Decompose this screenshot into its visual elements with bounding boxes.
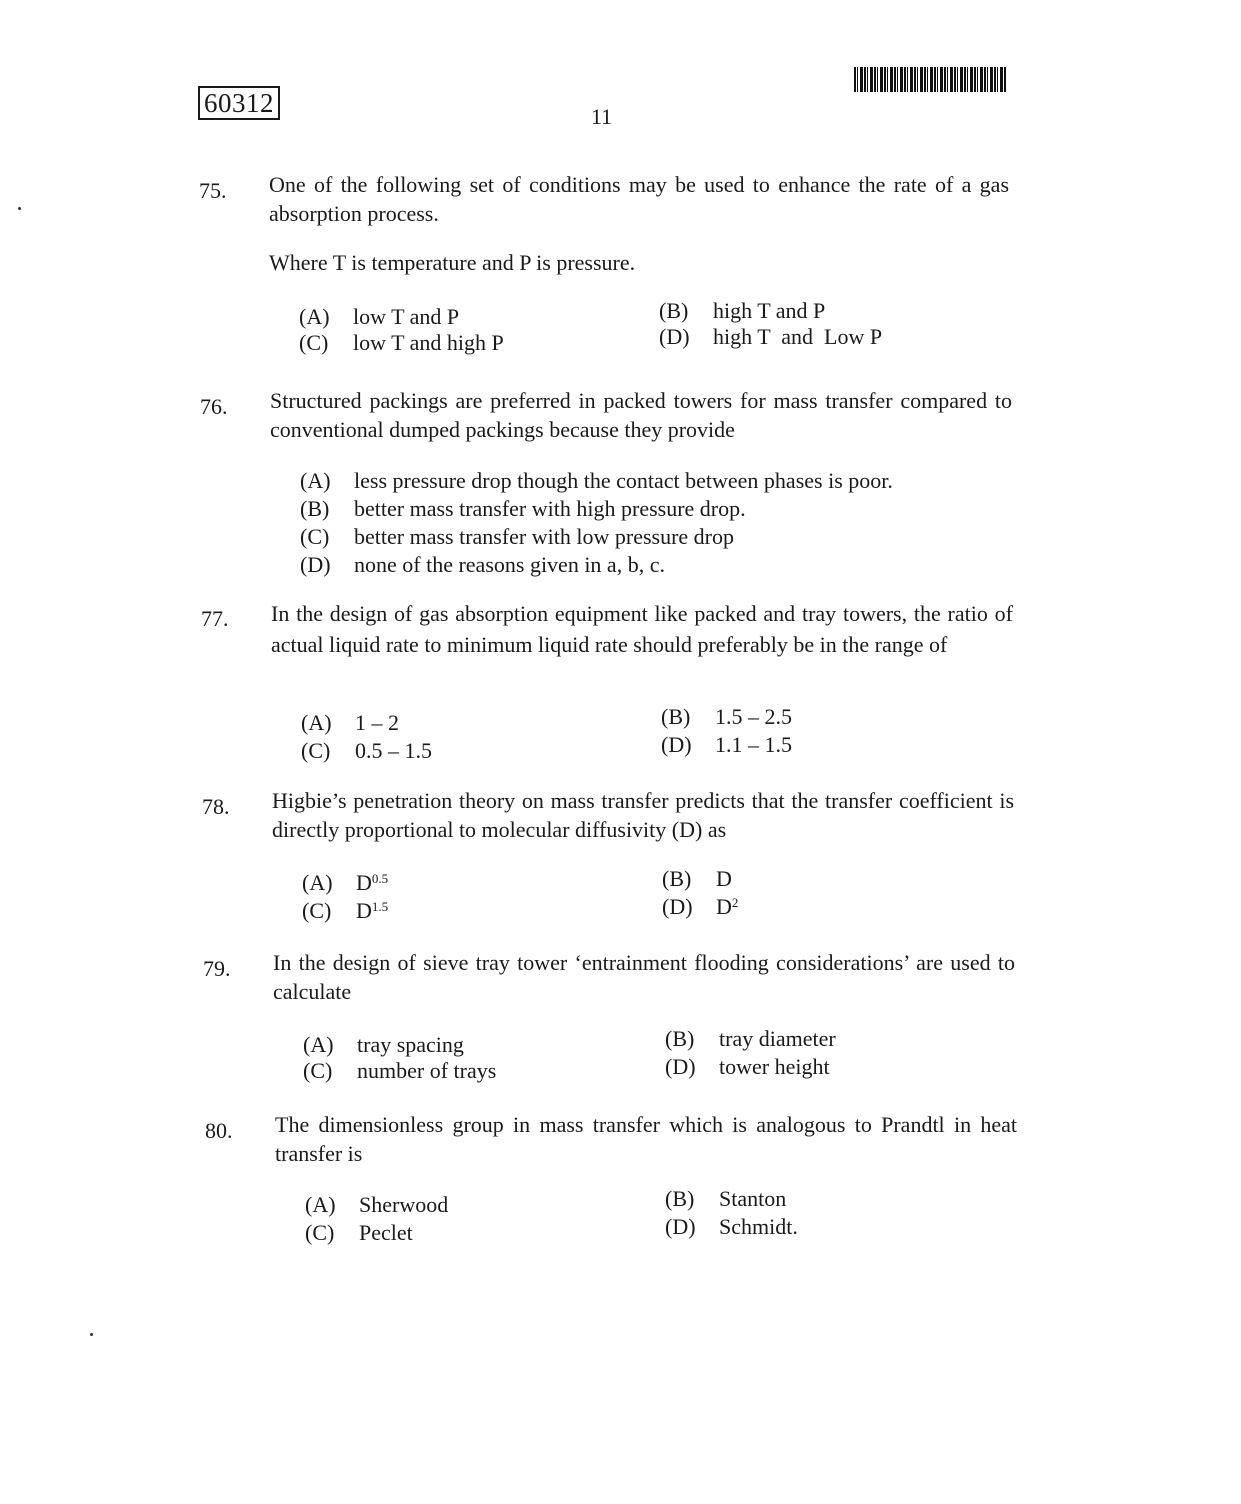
option-c — [301, 736, 432, 765]
option-a — [302, 868, 388, 897]
option-c — [300, 522, 734, 551]
option-c — [302, 896, 388, 925]
question-number: 77. — [201, 606, 229, 631]
question-number: 78. — [202, 794, 230, 819]
question-text: One of the following set of conditions may be used to enhance the rate of a gas absorption process. — [269, 172, 1009, 226]
option-label: (C) — [303, 1058, 333, 1083]
option-label: (A) — [301, 710, 332, 735]
option-text: D — [356, 870, 372, 895]
option-a — [305, 1190, 448, 1219]
option-b — [665, 1184, 786, 1213]
option-text: high T and P — [713, 298, 826, 323]
question-number: 80. — [205, 1118, 233, 1143]
option-a — [300, 466, 893, 495]
option-label: (D) — [661, 732, 692, 757]
page-number: 11 — [591, 104, 613, 129]
option-c — [305, 1218, 413, 1247]
option-text: Peclet — [359, 1220, 413, 1245]
option-label: (B) — [300, 496, 330, 521]
option-label: (D) — [662, 894, 693, 919]
option-d — [300, 550, 665, 579]
option-d — [665, 1212, 798, 1241]
option-exponent: 1.5 — [371, 899, 389, 914]
option-text: better mass transfer with low pressure drop — [354, 524, 735, 549]
option-text: 0.5 – 1.5 — [355, 738, 432, 763]
question-note: Where T is temperature and P is pressure. — [269, 250, 636, 275]
option-text: D — [716, 866, 732, 891]
option-c — [299, 328, 504, 357]
question-text: Higbie’s penetration theory on mass transfer predicts that the transfer coefficient is directly proportional to molecular diffusivity (D) as — [272, 788, 1014, 842]
option-label: (D) — [659, 324, 690, 349]
option-text: high T and Low P — [713, 324, 883, 349]
option-c — [303, 1056, 496, 1085]
barcode — [854, 67, 1006, 92]
option-label: (D) — [665, 1054, 696, 1079]
question-number: 76. — [200, 394, 228, 419]
option-text: Schmidt. — [719, 1214, 798, 1239]
option-d — [659, 322, 882, 351]
option-label: (A) — [305, 1192, 336, 1217]
option-a — [303, 1030, 464, 1059]
option-text: 1.1 – 1.5 — [715, 732, 792, 757]
option-label: (C) — [300, 524, 330, 549]
question-text: In the design of gas absorption equipment like packed and tray towers, the ratio of actual liquid rate to minimum liquid rate should preferably be in the range of — [271, 601, 1013, 657]
option-text: better mass transfer with high pressure drop. — [354, 496, 746, 521]
option-text: 1 – 2 — [355, 710, 399, 735]
option-text: tray spacing — [357, 1032, 464, 1057]
option-label: (D) — [665, 1214, 696, 1239]
option-b — [662, 864, 732, 893]
option-label: (B) — [665, 1026, 695, 1051]
option-text: number of trays — [357, 1058, 497, 1083]
option-text: none of the reasons given in a, b, c. — [354, 552, 665, 577]
question-text: Structured packings are preferred in packed towers for mass transfer compared to conventional dumped packings because they provide — [270, 388, 1012, 442]
option-b — [300, 494, 746, 523]
option-text: D — [716, 894, 732, 919]
option-text: Sherwood — [359, 1192, 449, 1217]
paper-code: 60312 — [198, 86, 280, 120]
option-label: (B) — [661, 704, 691, 729]
scan-speck — [18, 207, 21, 210]
option-text: Stanton — [719, 1186, 787, 1211]
option-d — [662, 892, 738, 921]
option-text: D — [356, 898, 372, 923]
option-label: (A) — [300, 468, 331, 493]
option-text: tray diameter — [719, 1026, 836, 1051]
option-label: (B) — [665, 1186, 695, 1211]
option-d — [665, 1052, 830, 1081]
option-label: (C) — [299, 330, 329, 355]
option-label: (D) — [300, 552, 331, 577]
option-b — [665, 1024, 836, 1053]
question-text: In the design of sieve tray tower ‘entrainment flooding considerations’ are used to calculate — [273, 950, 1015, 1004]
option-label: (B) — [659, 298, 689, 323]
option-b — [661, 702, 792, 731]
option-a — [299, 302, 459, 331]
option-exponent: 0.5 — [371, 871, 389, 886]
question-text: The dimensionless group in mass transfer which is analogous to Prandtl in heat transfer is — [275, 1112, 1017, 1166]
option-label: (A) — [302, 870, 333, 895]
question-number: 75. — [199, 178, 227, 203]
option-label: (C) — [305, 1220, 335, 1245]
option-text: low T and P — [353, 304, 460, 329]
option-d — [661, 730, 792, 759]
option-label: (A) — [299, 304, 330, 329]
option-text: tower height — [719, 1054, 830, 1079]
option-label: (A) — [303, 1032, 334, 1057]
option-exponent: 2 — [731, 895, 739, 910]
question-number: 79. — [203, 956, 231, 981]
option-text: 1.5 – 2.5 — [715, 704, 792, 729]
option-label: (C) — [301, 738, 331, 763]
option-label: (C) — [302, 898, 332, 923]
option-text: less pressure drop though the contact between phases is poor. — [354, 468, 893, 493]
scan-speck — [90, 1333, 93, 1336]
option-text: low T and high P — [353, 330, 504, 355]
option-b — [659, 296, 825, 325]
option-label: (B) — [662, 866, 692, 891]
option-a — [301, 708, 399, 737]
